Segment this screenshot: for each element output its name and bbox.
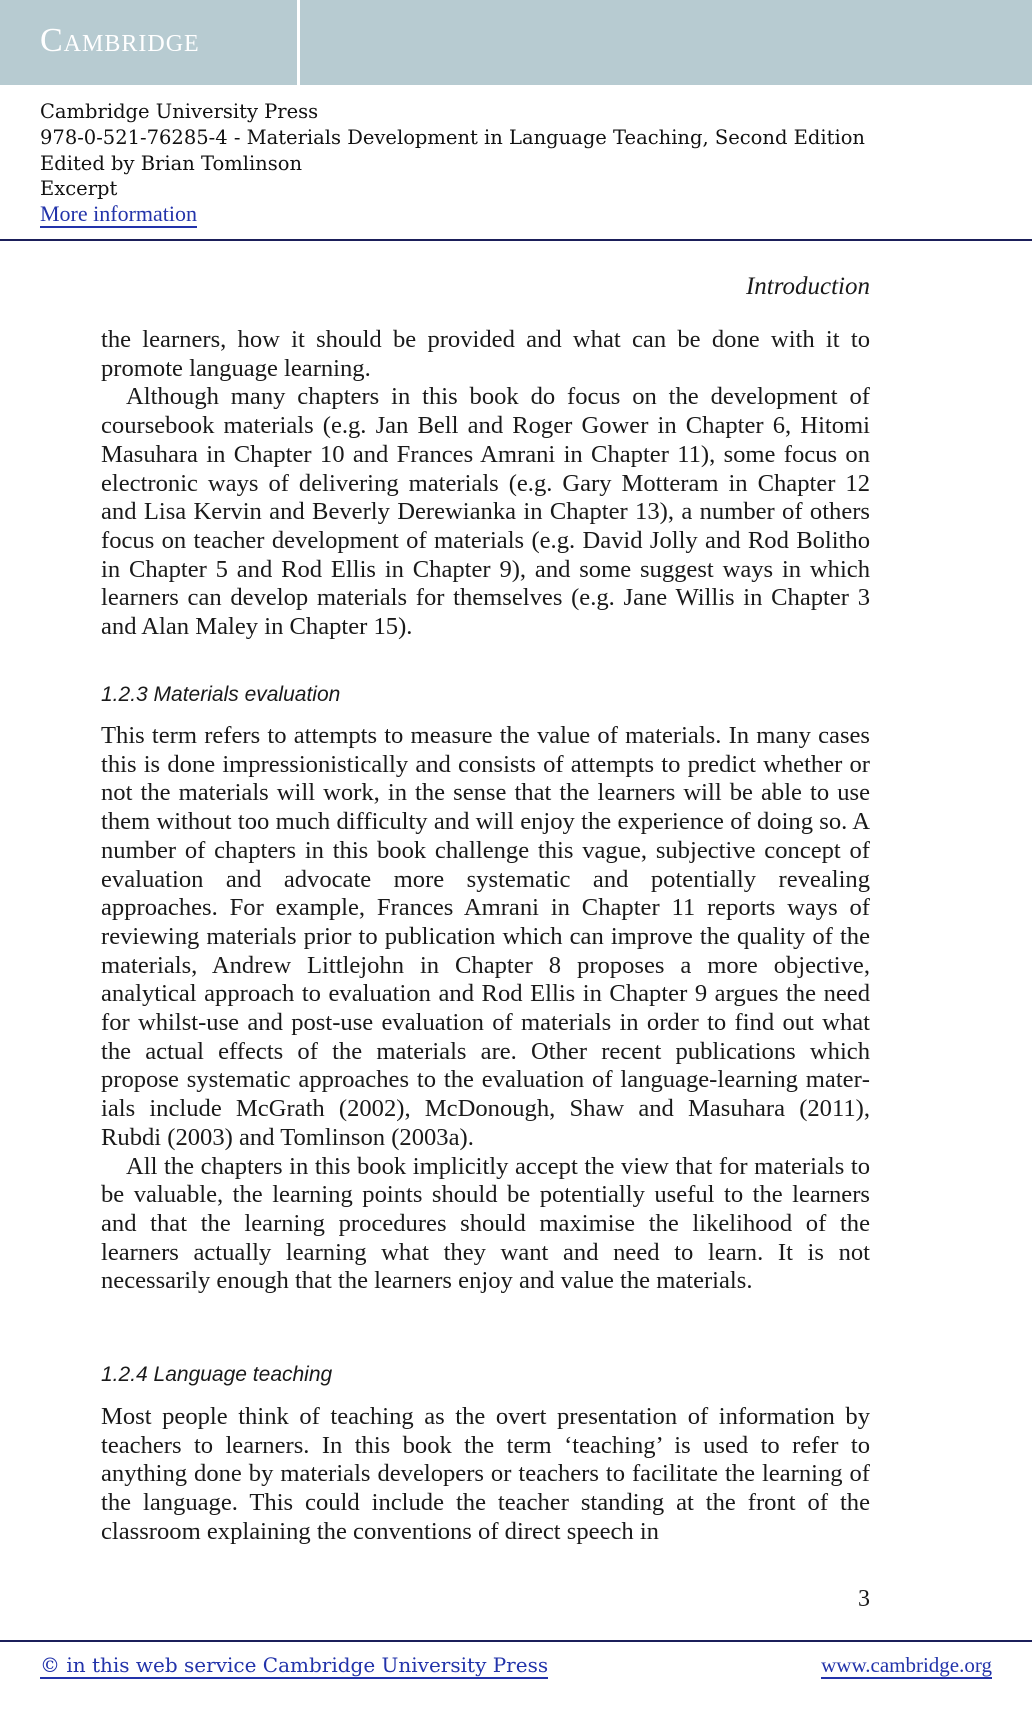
- book-metadata: [40, 99, 865, 228]
- text-block-top: [101, 326, 870, 642]
- publisher-line: Cambridge University Press: [40, 100, 319, 123]
- brand-logo: Cambridge: [40, 22, 200, 59]
- excerpt-line: Excerpt: [40, 177, 118, 201]
- header-rule: [0, 239, 1032, 241]
- copyright-link[interactable]: © in this web service Cambridge University Press: [40, 1653, 549, 1677]
- running-head: Introduction: [745, 273, 870, 300]
- paragraph-teaching-definition: Most people think of teaching as the overt presentation of information by teachers to learners. In this book the term ‘teaching’ is used to refer to anything done by materials developers or teachers to facilitate the learning of the language. This could include the teacher standing at the front of the classroom explaining the conventions of direct speech in: [101, 1403, 870, 1545]
- banner-divider: [297, 0, 300, 85]
- paragraph-evaluation-definition: This term refers to attempts to measure the value of materials. In many cases this is done impressionistically and consists of attempts to predict whether or not the materials will work, in the sense that the learners will be able to use them without too much difficulty and will enjoy the experience of doing so. A number of chapters in this book challenge this vague, subjective concept of evaluation and advocate more systematic and potentially revealing approaches. For example, Frances Amrani in Chapter 11 reports ways of reviewing materials prior to publication which can improve the quality of the materials, Andrew Littlejohn in Chapter 8 proposes a more objective, analytical approach to evaluation and Rod Ellis in Chapter 9 argues the need for whilst-use and post-use evaluation of materials in order to find out what the actual effects of the materials are. Other recent publications which propose systematic approaches to the evaluation of language-learning materials include McGrath (2002), McDonough, Shaw and Masuhara (2011), Rubdi (2003) and Tomlinson (2003a).: [101, 722, 870, 1151]
- section-heading-language-teaching: 1.2.4 Language teaching: [101, 1363, 333, 1386]
- text-block-teaching: [101, 1403, 870, 1547]
- isbn-title-line: 978-0-521-76285-4 - Materials Development in Language Teaching, Second Edition: [40, 125, 865, 149]
- paragraph-evaluation-view: All the chapters in this book implicitly accept the view that for materials to be valuable, the learning points should be potentially useful to the learners and that the learning procedures should maximise the likelihood of the learners actually learning what they want and need to learn. It is not necessarily enough that the learners enjoy and value the materials.: [101, 1152, 870, 1295]
- paragraph-continuation: the learners, how it should be provided and what can be done with it to promote language learning.: [101, 326, 870, 382]
- website-link[interactable]: www.cambridge.org: [821, 1653, 992, 1677]
- section-heading-materials-evaluation: 1.2.3 Materials evaluation: [101, 683, 341, 706]
- brand-banner: [0, 0, 1032, 85]
- more-information-link[interactable]: More information: [40, 201, 198, 227]
- editor-line: Edited by Brian Tomlinson: [40, 151, 303, 175]
- text-block-evaluation: [101, 722, 870, 1296]
- paragraph-chapters-overview: Although many chapters in this book do focus on the development of coursebook materials (e.g. Jan Bell and Roger Gower in Chapter 6, Hitomi Masuhara in Chapter 10 and Frances Amrani in Chapter 11), some focus on electronic ways of delivering materials (e.g. Gary Motteram in Chapter 12 and Lisa Kervin and Beverly Derewianka in Chapter 13), a number of others focus on teacher development of materials (e.g. David Jolly and Rod Bolitho in Chapter 5 and Rod Ellis in Chapter 9), and some suggest ways in which learners can develop materials for themselves (e.g. Jane Willis in Chapter 3 and Alan Maley in Chapter 15).: [101, 383, 870, 641]
- footer-rule: [0, 1640, 1032, 1642]
- page-number: 3: [858, 1586, 870, 1612]
